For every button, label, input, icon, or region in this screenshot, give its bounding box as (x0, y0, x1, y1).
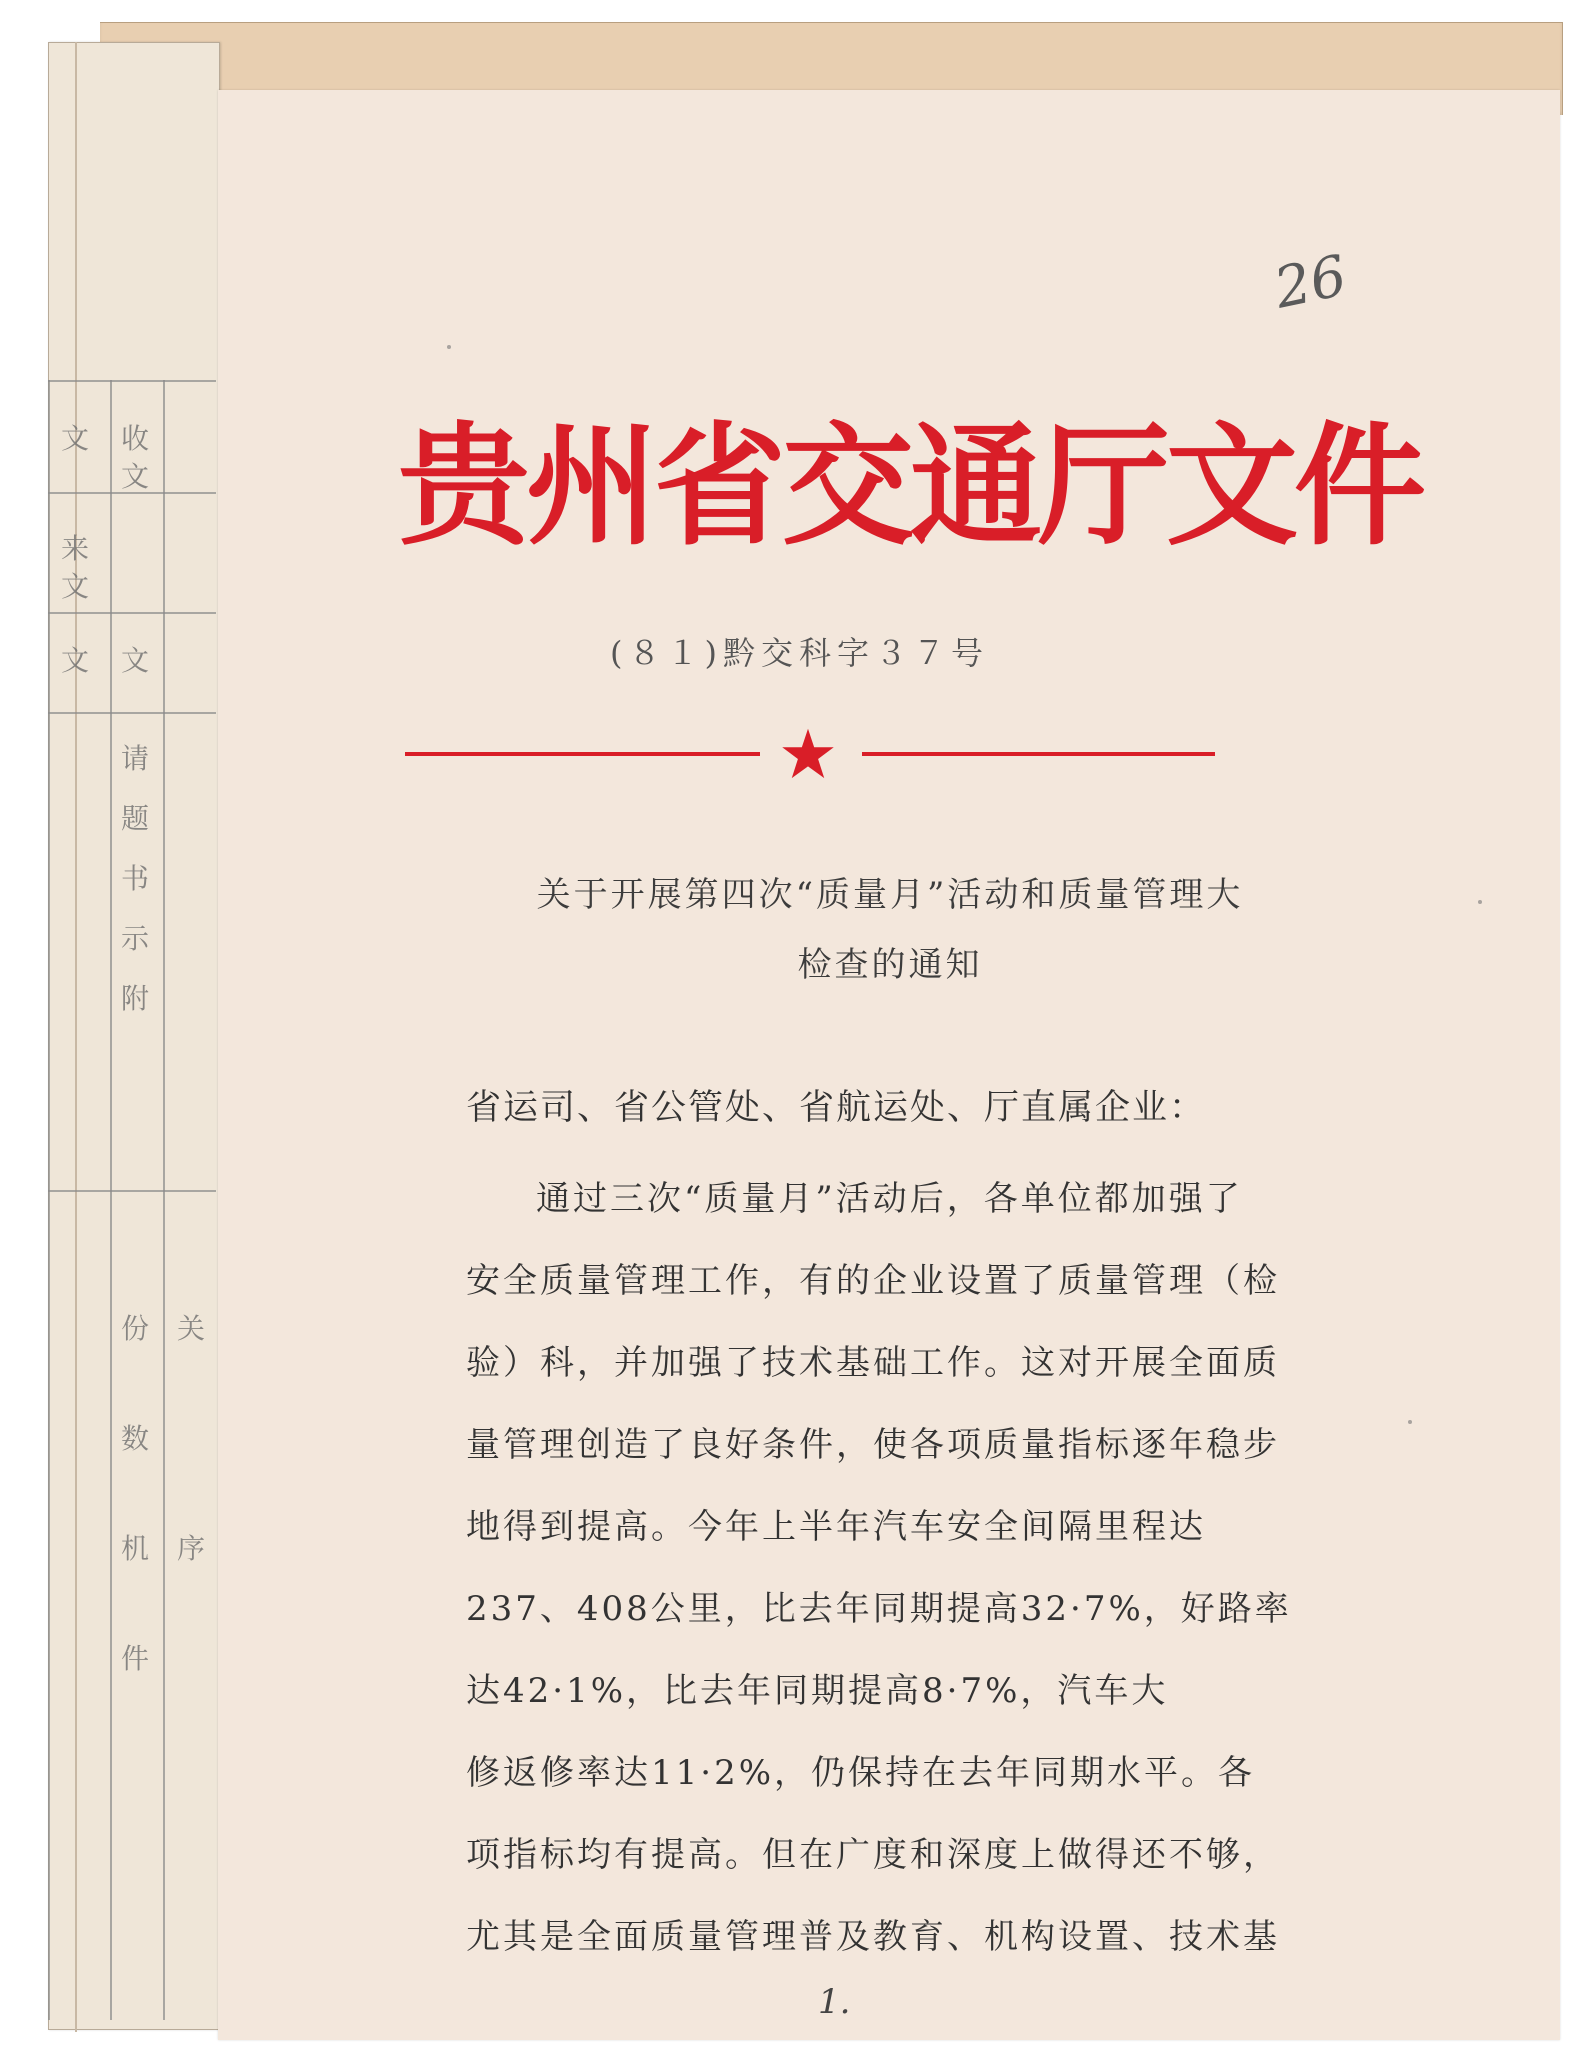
addressee-line: 省运司、省公管处、省航运处、厅直属企业： (466, 1088, 1207, 1128)
grid-line (48, 380, 50, 2020)
slip-label: 请 (120, 742, 149, 775)
footer-page-number: 1. (818, 1982, 851, 2022)
subject-line-2: 检查的通知 (797, 945, 983, 985)
grid-line (48, 1190, 216, 1192)
body-line: 地得到提高。今年上半年汽车安全间隔里程达 (466, 1507, 1206, 1547)
body-line: 修返修率达11·2%，仍保持在去年同期水平。各 (466, 1753, 1256, 1793)
body-line: 通过三次“质量月”活动后，各单位都加强了 (536, 1179, 1243, 1219)
grid-line (48, 380, 216, 382)
slip-label: 份 (120, 1312, 149, 1345)
paper-speck (1408, 1420, 1412, 1424)
body-line: 安全质量管理工作，有的企业设置了质量管理（检 (466, 1261, 1280, 1301)
body-text (466, 1158, 1292, 1978)
handwritten-page-number: 26 (1269, 243, 1353, 322)
slip-label: 件 (120, 1642, 149, 1675)
body-line: 量管理创造了良好条件，使各项质量指标逐年稳步 (466, 1425, 1280, 1465)
paper-speck (1478, 900, 1482, 904)
grid-line (163, 380, 165, 2020)
body-line: 项指标均有提高。但在广度和深度上做得还不够， (466, 1835, 1280, 1875)
slip-label: 文 (60, 422, 89, 455)
slip-label: 示 (120, 922, 149, 955)
document-title: 贵州省交通厅文件 (398, 410, 1422, 564)
grid-line (48, 612, 216, 614)
slip-label: 关 (176, 1312, 205, 1345)
body-line: 验）科，并加强了技术基础工作。这对开展全面质 (466, 1343, 1280, 1383)
grid-line (48, 712, 216, 714)
grid-line (110, 380, 112, 2020)
body-line: 尤其是全面质量管理普及教育、机构设置、技术基 (466, 1917, 1280, 1957)
slip-label: 附 (120, 982, 149, 1015)
red-divider-right (862, 752, 1215, 756)
slip-label: 序 (176, 1532, 205, 1565)
slip-label: 机 (120, 1532, 149, 1565)
slip-label: 收文 (120, 422, 149, 493)
routing-slip-grid (48, 380, 216, 2020)
paper-speck (447, 345, 451, 349)
body-line: 237、408公里，比去年同期提高32·7%，好路率 (466, 1589, 1292, 1629)
slip-label: 书 (120, 862, 149, 895)
document-number: (８１)黔交科字３７号 (610, 634, 989, 672)
slip-label: 数 (120, 1422, 149, 1455)
slip-label: 来文 (60, 532, 89, 603)
red-star-icon (780, 726, 836, 782)
subject-heading (500, 860, 1280, 1000)
slip-label: 文 (120, 644, 149, 677)
body-line: 达42·1%，比去年同期提高8·7%，汽车大 (466, 1671, 1169, 1711)
subject-line-1: 关于开展第四次“质量月”活动和质量管理大 (536, 875, 1244, 915)
red-divider-left (405, 752, 760, 756)
slip-label: 文 (60, 644, 89, 677)
slip-label: 题 (120, 802, 149, 835)
